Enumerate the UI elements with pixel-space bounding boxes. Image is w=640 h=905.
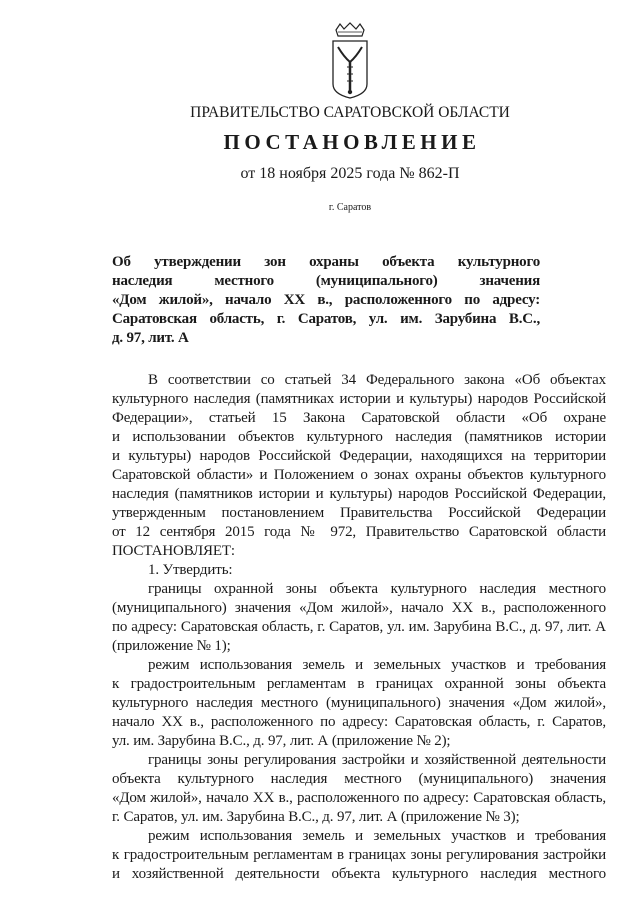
paragraph-line: объекта культурного наследия местного (муниципального) значения xyxy=(112,771,606,787)
paragraph-line: и культуры) народов Российской Федерации, находящихся на территории xyxy=(112,448,606,464)
subject-line: наследия местного (муниципального) значения xyxy=(112,273,540,289)
subject-line: Об утверждении зон охраны объекта культурного xyxy=(112,254,540,270)
organization-name: ПРАВИТЕЛЬСТВО САРАТОВСКОЙ ОБЛАСТИ xyxy=(190,104,510,121)
paragraph-line: к градостроительным регламентам в границах охранной зоны объекта xyxy=(112,676,606,692)
paragraph-line: от 12 сентября 2015 года № 972, Правительство Саратовской области xyxy=(112,524,606,540)
document-city: г. Саратов xyxy=(328,202,372,213)
paragraph-line: Саратовской области» и Положением о зонах охраны объектов культурного xyxy=(112,467,606,483)
paragraph-line: начало XX в., расположенного по адресу: Саратовская область, г. Саратов, xyxy=(112,714,606,730)
paragraph xyxy=(112,371,606,561)
paragraph-line: (приложение № 1); xyxy=(112,638,231,654)
subject-line: д. 97, лит. А xyxy=(112,330,189,346)
paragraph-line: и использовании объектов культурного наследия (памятников истории xyxy=(112,429,606,445)
paragraph-line: 1. Утвердить: xyxy=(148,562,233,578)
paragraph-line: г. Саратов, ул. им. Зарубина В.С., д. 97, лит. А (приложение № 3); xyxy=(112,809,520,825)
paragraph-line: режим использования земель и земельных участков и требования xyxy=(148,657,606,673)
paragraph-line: утвержденным постановлением Правительства Российской Федерации xyxy=(112,505,606,521)
paragraph-line: ул. им. Зарубина В.С., д. 97, лит. А (приложение № 2); xyxy=(112,733,451,749)
paragraph xyxy=(112,751,606,827)
paragraph-line: культурного наследия (памятниках истории и культуры) народов Российской xyxy=(112,391,606,407)
paragraph-line: границы охранной зоны объекта культурного наследия местного xyxy=(148,581,606,597)
subject-line: Саратовская область, г. Саратов, ул. им. Зарубина В.С., xyxy=(112,311,540,327)
paragraph-line: В соответствии со статьей 34 Федерального закона «Об объектах xyxy=(148,372,606,388)
paragraph xyxy=(112,561,606,580)
paragraph-line: ПОСТАНОВЛЯЕТ: xyxy=(112,543,235,559)
paragraph xyxy=(112,656,606,751)
paragraph-line: к градостроительным регламентам в границах зоны регулирования застройки xyxy=(112,847,606,863)
paragraph-line: режим использования земель и земельных участков и требования xyxy=(148,828,606,844)
paragraph xyxy=(112,580,606,656)
document-date-number: от 18 ноября 2025 года № 862-П xyxy=(240,165,460,182)
paragraph-line: «Дом жилой», начало XX в., расположенного по адресу: Саратовская область, xyxy=(112,790,606,806)
document-body xyxy=(112,0,606,904)
paragraph-line: наследия (памятников истории и культуры) народов Российской Федерации, xyxy=(112,486,606,502)
document-type-title: ПОСТАНОВЛЕНИЕ xyxy=(223,130,481,154)
paragraph-line: (муниципального) значения «Дом жилой», начало XX в., расположенного xyxy=(112,600,606,616)
paragraph-line: Федерации», статьей 15 Закона Саратовской области «Об охране xyxy=(112,410,606,426)
paragraph-line: по адресу: Саратовская область, г. Саратов, ул. им. Зарубина В.С., д. 97, лит. А xyxy=(112,619,606,635)
paragraph xyxy=(112,827,606,884)
paragraph-line: культурного наследия местного (муниципального) значения «Дом жилой», xyxy=(112,695,606,711)
paragraph-line: границы зоны регулирования застройки и хозяйственной деятельности xyxy=(148,752,606,768)
subject-line: «Дом жилой», начало XX в., расположенного по адресу: xyxy=(112,292,540,308)
paragraph-line: и хозяйственной деятельности объекта культурного наследия местного xyxy=(112,866,606,882)
